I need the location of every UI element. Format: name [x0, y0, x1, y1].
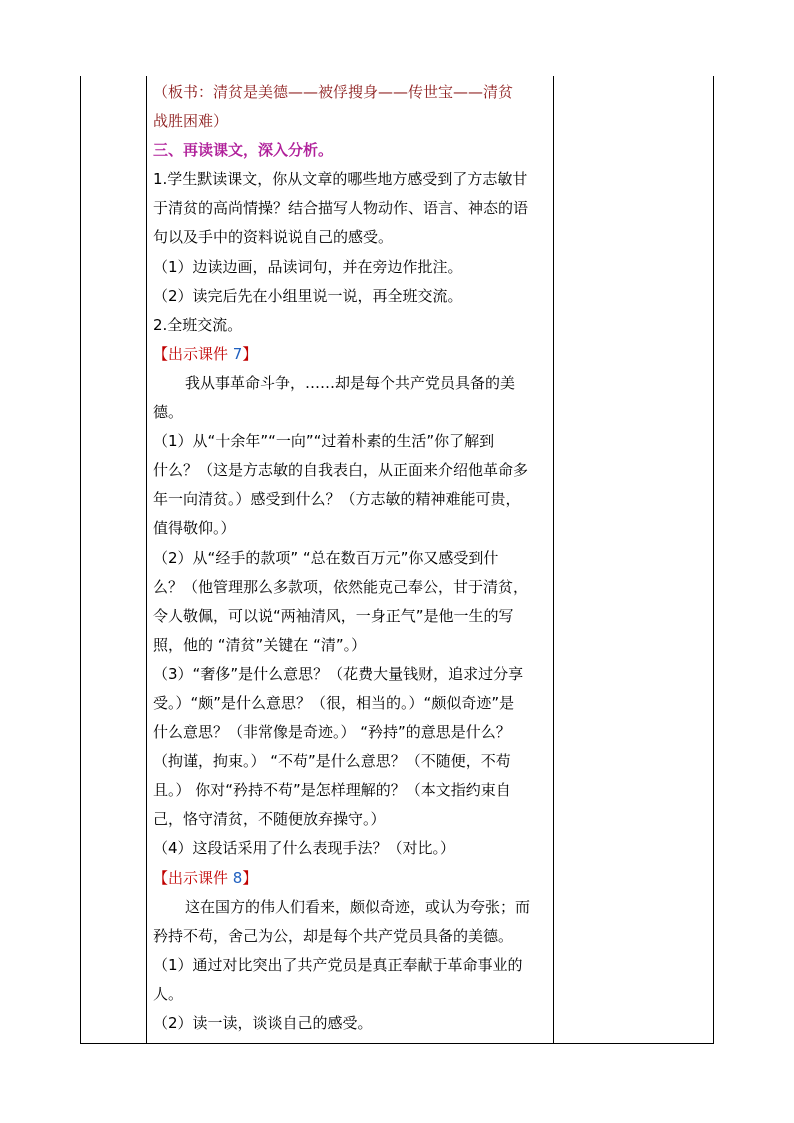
courseware-number: 7	[228, 344, 243, 363]
task-text: 1.学生默读课文，你从文章的哪些地方感受到了方志敏甘	[153, 170, 528, 189]
table-border-right	[713, 76, 714, 1044]
task-text: 于清贫的高尚情操？结合描写人物动作、语言、神态的语	[153, 199, 529, 218]
question-text: 什么意思？（非常像是奇迹。） “矜持”的意思是什么？	[153, 723, 511, 742]
section-heading: 三、再读课文，深入分析。	[153, 141, 334, 160]
table-border-col1	[146, 76, 147, 1044]
question-text: 什么？（这是方志敏的自我表白，从正面来介绍他革命多	[153, 461, 529, 480]
courseware-close: 】	[242, 344, 258, 363]
courseware-open: 【出示课件	[153, 868, 229, 887]
question-text: 令人敬佩，可以说“两袖清风，一身正气”是他一生的写	[153, 606, 514, 625]
courseware-number: 8	[228, 868, 243, 887]
courseware-label	[153, 340, 553, 369]
table-border-left	[80, 76, 81, 1044]
question-text: 受。）“颇”是什么意思？（很，相当的。）“颇似奇迹”是	[153, 693, 515, 712]
board-note-line: （板书：清贫是美德——被俘搜身——传世宝——清贫	[153, 83, 514, 101]
courseware-open: 【出示课件	[153, 344, 229, 363]
question-text: （2）从“经手的款项” “总在数百万元”你又感受到什	[153, 548, 499, 567]
question-text: 且。） 你对“矜持不苟”是怎样理解的？（本文指约束自	[153, 781, 511, 800]
question-text: 己，恪守清贫，不随便放弃操守。）	[153, 810, 386, 829]
question-text: 照，他的 “清贫”关键在 “清”。）	[153, 635, 367, 654]
quote-text: 德。	[153, 403, 184, 422]
question-text: 年一向清贫。）感受到什么？（方志敏的精神难能可贵，	[153, 490, 521, 509]
response-text: （2）读一读，谈谈自己的感受。	[153, 1014, 373, 1032]
table-border-bottom	[80, 1043, 714, 1044]
question-text: 值得敬仰。）	[153, 519, 236, 538]
response-text: 人。	[153, 984, 184, 1003]
question-text: （拘谨，拘束。） “不苟”是什么意思？（不随便，不苟	[153, 752, 511, 771]
courseware-label	[153, 864, 553, 893]
task-step: （2）读完后先在小组里说一说，再全班交流。	[153, 286, 463, 305]
task-text: 2.全班交流。	[153, 315, 243, 334]
lesson-content-cell	[153, 78, 553, 1038]
question-text: （3）“奢侈”是什么意思？（花费大量钱财，追求过分享	[153, 664, 524, 683]
task-text: 句以及手中的资料说说自己的感受。	[153, 228, 394, 247]
task-step: （1）边读边画，品读词句，并在旁边作批注。	[153, 257, 463, 276]
response-text: （1）通过对比突出了共产党员是真正奉献于革命事业的	[153, 955, 523, 974]
question-text: （1）从“十余年”“一向”“过着朴素的生活”你了解到	[153, 432, 495, 451]
question-text: （4）这段话采用了什么表现手法？（对比。）	[153, 839, 456, 858]
quote-text: 矜持不苟，舍己为公，却是每个共产党员具备的美德。	[153, 926, 514, 945]
table-border-col2	[553, 76, 554, 1044]
question-text: 么？（他管理那么多款项，依然能克己奉公，甘于清贫，	[153, 577, 529, 596]
courseware-close: 】	[242, 868, 258, 887]
quote-text: 这在国方的伟人们看来，颇似奇迹，或认为夸张；而	[185, 897, 531, 916]
board-note-line: 战胜困难）	[153, 112, 229, 131]
quote-text: 我从事革命斗争，……却是每个共产党员具备的美	[185, 373, 516, 392]
